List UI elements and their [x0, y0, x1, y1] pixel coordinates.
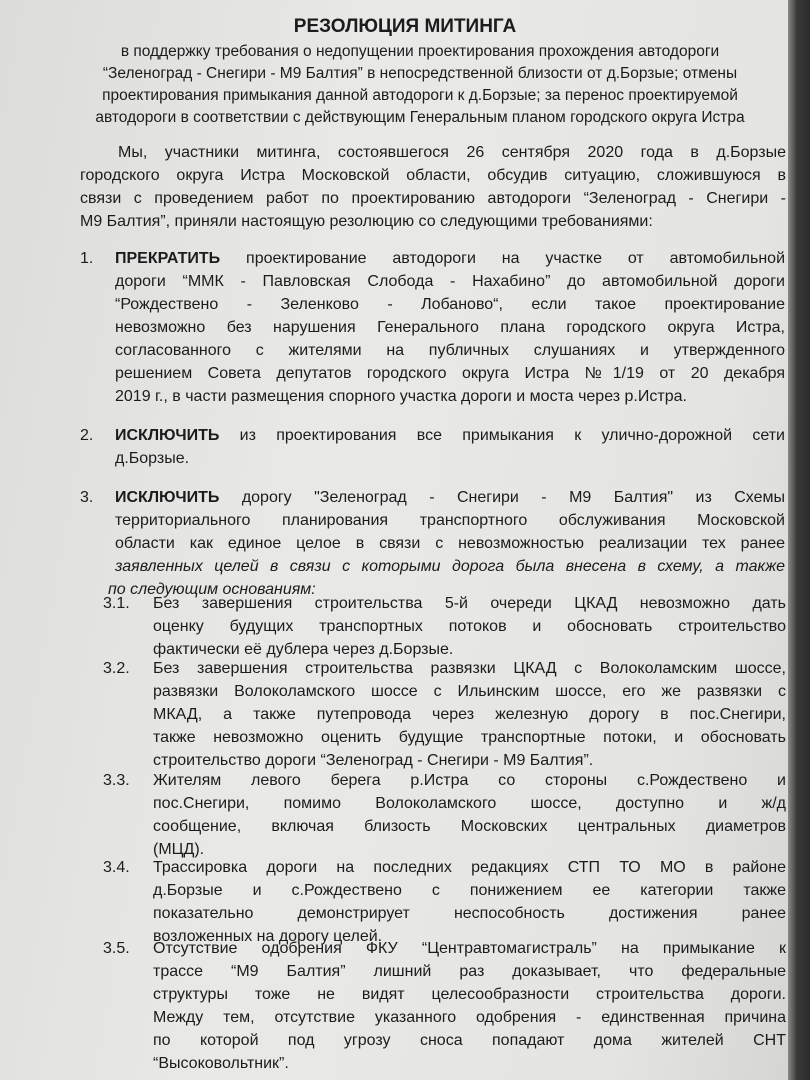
item-number: 1. [80, 250, 94, 267]
text-line [153, 983, 786, 1006]
line-text: дорогу "Зеленоград - Снегири - М9 Балтия" из Схемы [241, 489, 786, 506]
text-line [153, 615, 786, 638]
line-text: структуры тоже не видят целесообразности строительства дороги. [153, 986, 786, 1003]
resolution-item [80, 247, 786, 408]
item-number: 3.5. [103, 940, 130, 957]
line-text: проектирование автодороги на участке от автомобильной [246, 250, 786, 267]
item-number: 3.1. [103, 595, 130, 612]
document-title: РЕЗОЛЮЦИЯ МИТИНГА [293, 16, 517, 37]
text-line [80, 141, 786, 164]
text-line [115, 339, 785, 362]
text-line [115, 486, 785, 509]
resolution-item [80, 486, 786, 601]
text-line [115, 362, 785, 385]
line-text: возложенных на дорогу целей. [153, 928, 383, 945]
resolution-item [80, 424, 785, 470]
item-lead-verb: ПРЕКРАТИТЬ [115, 250, 221, 267]
line-text: по следующим основаниям: [108, 581, 316, 598]
line-text: “Высоковольтник”. [153, 1055, 289, 1072]
resolution-subitem [103, 592, 786, 661]
text-line [115, 532, 785, 555]
line-text: городского округа Истра Московской области, обсудив ситуацию, сложившуюся в [80, 167, 786, 184]
line-text: д.Борзые и с.Рождествено с понижением ее категории также [153, 882, 786, 899]
subtitle-line: автодороги в соответствии с действующим Генеральным планом городского округа Истра [95, 109, 745, 126]
text-line [115, 270, 785, 293]
line-text: невозможно без нарушения Генерального плана городского округа Истра, [115, 319, 785, 336]
text-line [115, 385, 785, 408]
line-text: развязки Волоколамского шоссе с Ильинским шоссе, его же развязки с [153, 683, 786, 700]
line-text: фактически её дублера через д.Борзые. [153, 641, 454, 658]
text-line [115, 447, 785, 470]
text-line [153, 937, 786, 960]
text-line [153, 1029, 786, 1052]
text-line [115, 293, 785, 316]
line-text: Отсутствие одобрения ФКУ “Центравтомагистраль” на примыкание к [153, 940, 786, 957]
text-line [153, 879, 786, 902]
subtitle-line: “Зеленоград - Снегири - М9 Балтия” в непосредственной близости от д.Борзые; отмены [102, 65, 738, 82]
line-text: области как единое целое в связи с невозможностью реализации тех ранее [115, 535, 785, 552]
line-text: территориального планирования транспортного обслуживания Московской [115, 512, 785, 529]
line-text: по которой под угрозу сноса попадают дома жителей СНТ [153, 1032, 786, 1049]
line-text: связи с проведением работ по проектированию автодороги “Зеленоград - Снегири - [80, 190, 786, 207]
resolution-subitem [103, 769, 786, 861]
text-line [115, 509, 785, 532]
line-text: Трассировка дороги на последних редакциях СТП ТО МО в районе [153, 859, 786, 876]
resolution-subitem [103, 856, 786, 948]
line-text: показательно демонстрирует неспособность достижения ранее [153, 905, 786, 922]
line-text: МКАД, а также путепровода через железную дорогу в пос.Снегири, [153, 706, 786, 723]
subtitle-line: проектирования примыкания данной автодороги к д.Борзые; за перенос проектируемой [102, 87, 738, 104]
line-text: пос.Снегири, помимо Волоколамского шоссе, доступно и ж/д [153, 795, 786, 812]
text-line [115, 555, 785, 578]
resolution-subitem [103, 657, 786, 772]
text-line [80, 164, 786, 187]
line-text: М9 Балтия”, приняли настоящую резолюцию со следующими требованиями: [80, 213, 653, 230]
text-line [115, 424, 785, 447]
line-text: (МЦД). [153, 841, 205, 858]
line-text: трассе “М9 Балтия” лишний раз доказывает, что федеральные [153, 963, 786, 980]
text-line [153, 726, 786, 749]
line-text: Жителям левого берега р.Истра со стороны с.Рождествено и [153, 772, 786, 789]
text-line [153, 902, 786, 925]
intro-paragraph [80, 141, 786, 233]
text-line [153, 1006, 786, 1029]
text-line [153, 792, 786, 815]
line-text: сообщение, включая близость Московских центральных диаметров [153, 818, 786, 835]
text-line [153, 815, 786, 838]
line-text: строительство дороги “Зеленоград - Снегири - М9 Балтия”. [153, 752, 594, 769]
text-line [80, 210, 786, 233]
line-text: согласованного с жителями на публичных слушаниях и утвержденного [115, 342, 785, 359]
text-line [153, 769, 786, 792]
line-text: Без завершения строительства развязки ЦКАД с Волоколамским шоссе, [153, 660, 786, 677]
item-lead-verb: ИСКЛЮЧИТЬ [115, 427, 220, 444]
text-line [153, 703, 786, 726]
text-line [153, 960, 786, 983]
item-number: 3. [80, 489, 94, 506]
text-line [153, 1052, 786, 1075]
text-line [115, 316, 785, 339]
text-line [115, 247, 785, 270]
line-text: Мы, участники митинга, состоявшегося 26 сентября 2020 года в д.Борзые [118, 144, 786, 161]
text-line [153, 856, 786, 879]
line-text: заявленных целей в связи с которыми дорога была внесена в схему, а также [115, 558, 785, 575]
subtitle-line: в поддержку требования о недопущении проектирования прохождения автодороги [120, 43, 720, 60]
line-text: оценку будущих транспортных потоков и обосновать строительство [153, 618, 786, 635]
text-line [153, 657, 786, 680]
line-text: решением Совета депутатов городского округа Истра №1/19 от 20 декабря [115, 365, 785, 382]
item-lead-verb: ИСКЛЮЧИТЬ [115, 489, 220, 506]
line-text: “Рождествено - Зеленково - Лобаново“, если такое проектирование [115, 296, 785, 313]
text-line [80, 187, 786, 210]
line-text: из проектирования все примыкания к улично-дорожной сети [239, 427, 785, 444]
document-subtitle [90, 41, 750, 129]
text-line [153, 680, 786, 703]
line-text: 2019 г., в части размещения спорного участка дороги и моста через р.Истра. [115, 388, 687, 405]
item-number: 3.3. [103, 772, 130, 789]
text-line [153, 592, 786, 615]
item-number: 3.2. [103, 660, 130, 677]
line-text: Между тем, отсутствие указанного одобрения - единственная причина [153, 1009, 786, 1026]
line-text: д.Борзые. [115, 450, 190, 467]
resolution-subitem [103, 937, 786, 1075]
line-text: Без завершения строительства 5-й очереди ЦКАД невозможно дать [153, 595, 786, 612]
line-text: также невозможно оценить будущие транспортные потоки, и обосновать [153, 729, 786, 746]
page-edge-shadow [788, 0, 810, 1080]
item-number: 2. [80, 427, 94, 444]
line-text: дороги “ММК - Павловская Слобода - Нахабино” до автомобильной дороги [115, 273, 785, 290]
item-number: 3.4. [103, 859, 130, 876]
